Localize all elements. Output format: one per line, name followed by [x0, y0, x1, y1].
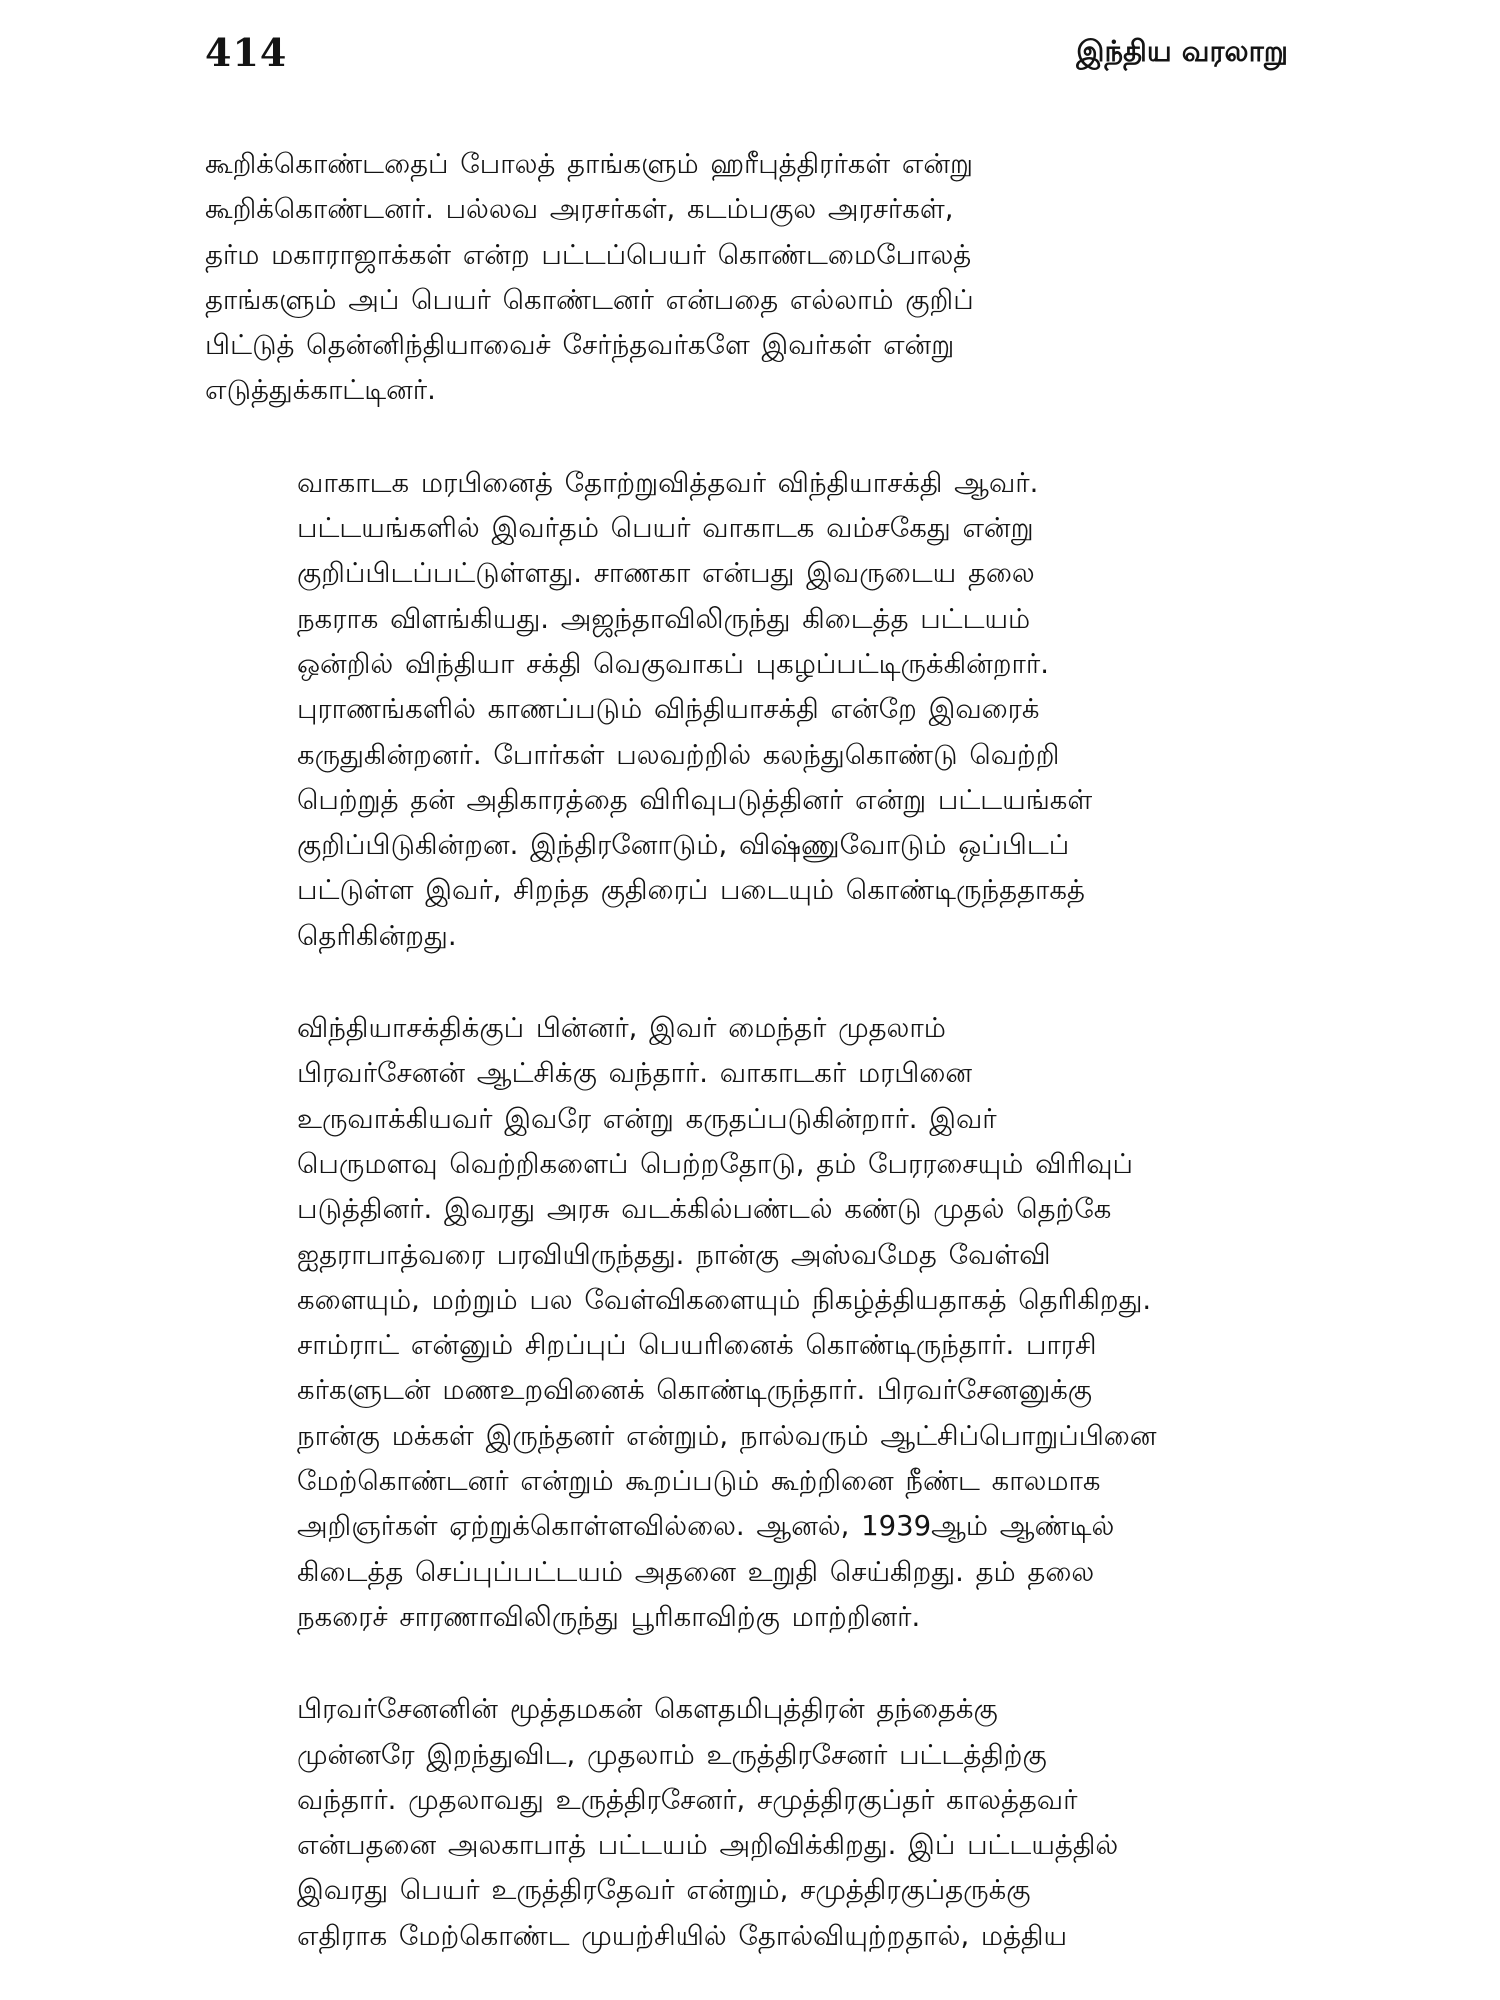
text-line: நகராக விளங்கியது. அஜந்தாவிலிருந்து கிடைத்த பட்டயம்	[297, 602, 1031, 635]
text-line: வாகாடக மரபினைத் தோற்றுவித்தவர் விந்தியாசக்தி ஆவர்.	[297, 466, 1039, 499]
book-page	[205, 28, 1300, 1978]
text-line: பெற்றுத் தன் அதிகாரத்தை விரிவுபடுத்தினர் என்று பட்டயங்கள்	[297, 783, 1093, 816]
text-line: தெரிகின்றது.	[297, 919, 457, 952]
text-line: பிரவர்சேனன் ஆட்சிக்கு வந்தார். வாகாடகர் மரபினை	[297, 1057, 973, 1090]
text-line: கர்களுடன் மணஉறவினைக் கொண்டிருந்தார். பிரவர்சேனனுக்கு	[297, 1374, 1093, 1407]
text-line: விந்தியாசக்திக்குப் பின்னர், இவர் மைந்தர் முதலாம்	[297, 1012, 946, 1045]
text-line: என்பதனை அலகாபாத் பட்டயம் அறிவிக்கிறது. இப் பட்டயத்தில்	[297, 1829, 1119, 1862]
paragraph-4	[205, 1687, 1300, 1959]
text-line: எதிராக மேற்கொண்ட முயற்சியில் தோல்வியுற்றதால், மத்திய	[297, 1919, 1068, 1952]
text-line: கிடைத்த செப்புப்பட்டயம் அதனை உறுதி செய்கிறது. தம் தலை	[297, 1555, 1095, 1588]
text-line: நான்கு மக்கள் இருந்தனர் என்றும், நால்வரும் ஆட்சிப்பொறுப்பினை	[297, 1419, 1157, 1452]
text-line: குறிப்பிடப்பட்டுள்ளது. சாணகா என்பது இவருடைய தலை	[297, 557, 1035, 590]
text-line: புராணங்களில் காணப்படும் விந்தியாசக்தி என்றே இவரைக்	[297, 693, 1040, 726]
text-line: பெருமளவு வெற்றிகளைப் பெற்றதோடு, தம் பேரரசையும் விரிவுப்	[297, 1147, 1133, 1180]
text-line: கூறிக்கொண்டதைப் போலத் தாங்களும் ஹரீபுத்திரர்கள் என்று	[205, 148, 974, 180]
text-line: பிரவர்சேனனின் மூத்தமகன் கௌதமிபுத்திரன் தந்தைக்கு	[297, 1693, 998, 1726]
text-line: களையும், மற்றும் பல வேள்விகளையும் நிகழ்த்தியதாகத் தெரிகிறது.	[297, 1283, 1152, 1316]
text-line: இவரது பெயர் உருத்திரதேவர் என்றும், சமுத்திரகுப்தருக்கு	[297, 1874, 1031, 1907]
text-line: அறிஞர்கள் ஏற்றுக்கொள்ளவில்லை. ஆனல், 1939ஆம் ஆண்டில்	[297, 1510, 1115, 1543]
text-line: கருதுகின்றனர். போர்கள் பலவற்றில் கலந்துகொண்டு வெற்றி	[297, 738, 1060, 771]
text-line: கூறிக்கொண்டனர். பல்லவ அரசர்கள், கடம்பகுல அரசர்கள்,	[205, 193, 954, 226]
paragraph-2	[205, 461, 1300, 959]
text-line: ஒன்றில் விந்தியா சக்தி வெகுவாகப் புகழப்பட்டிருக்கின்றார்.	[297, 647, 1050, 680]
text-line: பட்டுள்ள இவர், சிறந்த குதிரைப் படையும் கொண்டிருந்ததாகத்	[297, 874, 1085, 907]
running-header	[205, 28, 1300, 98]
text-line: சாம்ராட் என்னும் சிறப்புப் பெயரினைக் கொண்டிருந்தார். பாரசி	[297, 1329, 1097, 1362]
text-line: குறிப்பிடுகின்றன. இந்திரனோடும், விஷ்ணுவோடும் ஒப்பிடப்	[297, 829, 1070, 862]
text-line: பட்டயங்களில் இவர்தம் பெயர் வாகாடக வம்சகேது என்று	[297, 512, 1034, 545]
running-title: இந்திய வரலாறு	[1076, 34, 1288, 68]
paragraph-1	[205, 142, 1300, 414]
text-line: படுத்தினர். இவரது அரசு வடக்கில்பண்டல் கண்டு முதல் தெற்கே	[297, 1193, 1112, 1226]
text-line: தாங்களும் அப் பெயர் கொண்டனர் என்பதை எல்லாம் குறிப்	[205, 283, 974, 316]
text-line: தர்ம மகாராஜாக்கள் என்ற பட்டப்பெயர் கொண்டமைபோலத்	[205, 238, 972, 271]
text-line: நகரைச் சாரணாவிலிருந்து பூரிகாவிற்கு மாற்றினர்.	[297, 1600, 921, 1633]
text-line: வந்தார். முதலாவது உருத்திரசேனர், சமுத்திரகுப்தர் காலத்தவர்	[297, 1783, 1078, 1816]
text-line: மேற்கொண்டனர் என்றும் கூறப்படும் கூற்றினை நீண்ட காலமாக	[297, 1465, 1101, 1498]
paragraph-3	[205, 1006, 1300, 1640]
text-line: முன்னரே இறந்துவிட, முதலாம் உருத்திரசேனர் பட்டத்திற்கு	[297, 1738, 1047, 1771]
text-line: எடுத்துக்காட்டினர்.	[205, 374, 436, 407]
text-line: பிட்டுத் தென்னிந்தியாவைச் சேர்ந்தவர்களே இவர்கள் என்று	[205, 329, 955, 362]
text-line: ஐதராபாத்வரை பரவியிருந்தது. நான்கு அஸ்வமேத வேள்வி	[297, 1238, 1051, 1271]
text-line: உருவாக்கியவர் இவரே என்று கருதப்படுகின்றார். இவர்	[297, 1102, 997, 1135]
page-number: 414	[205, 30, 288, 75]
